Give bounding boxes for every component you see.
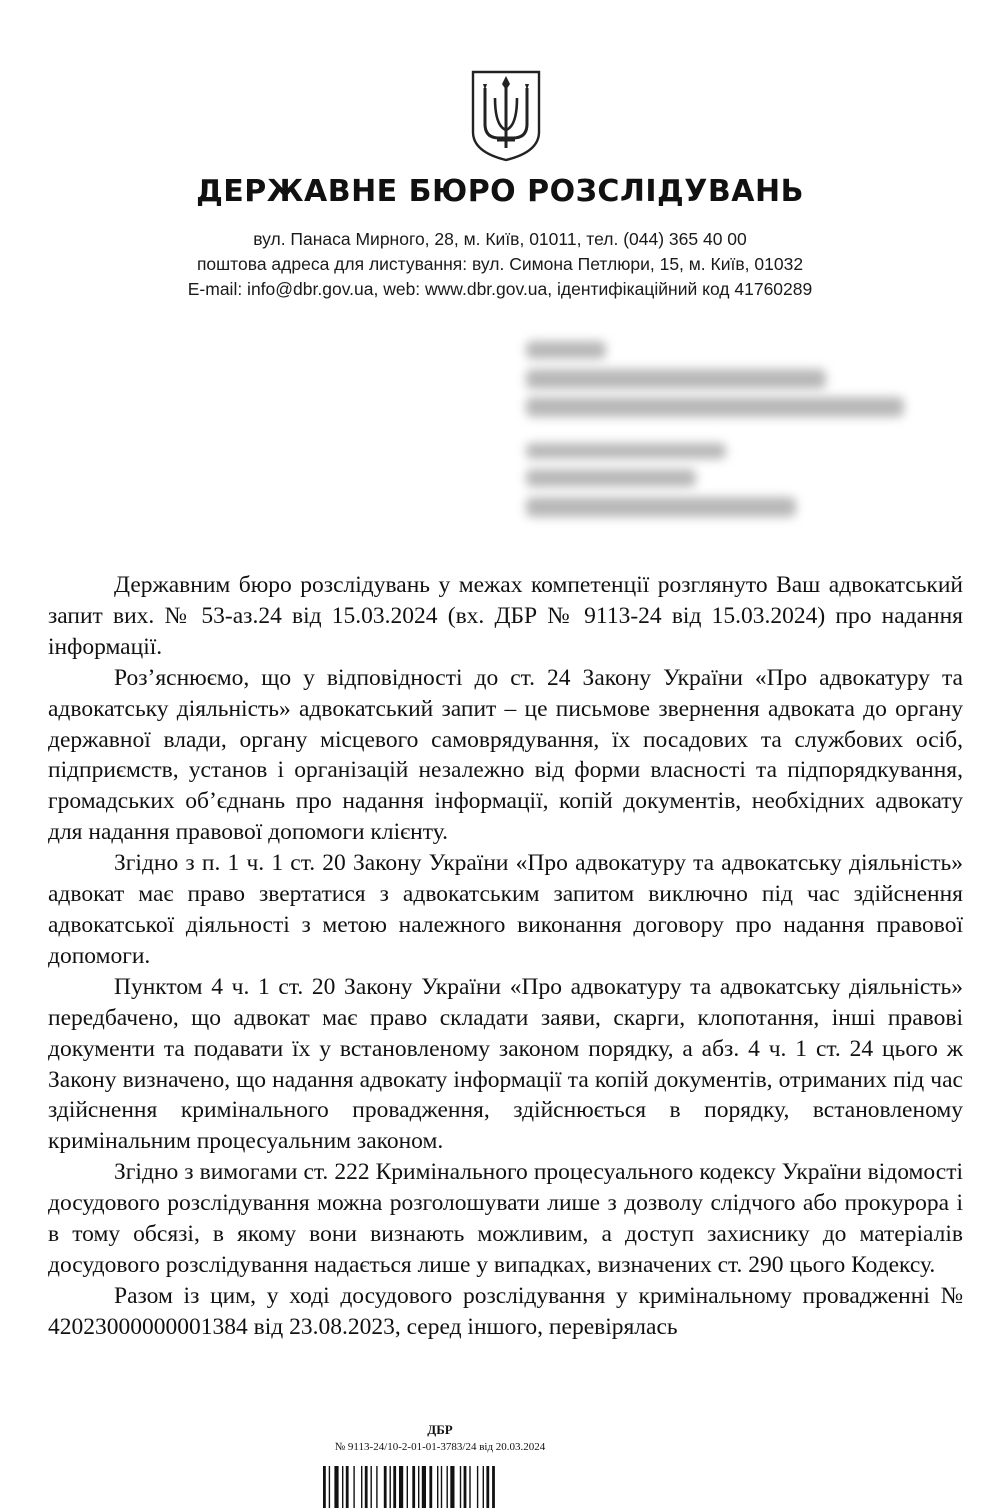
body-paragraph: Згідно з вимогами ст. 222 Кримінального процесуального кодексу України відомості досудового розслідування можна розголошувати лише з дозволу слідчого або прокурора і в тому обсязі, в якому вони визнають можливим, а доступ захиснику до матеріалів досудового розслідування надається лише у випадках, визначених ст. 290 цього Кодексу. xyxy=(48,1159,963,1278)
redacted-recipient-block xyxy=(520,335,910,535)
barcode-icon xyxy=(322,1464,558,1508)
body-paragraph: Державним бюро розслідувань у межах компетенції розглянуто Ваш адвокатський запит вих. № 53-аз.24 від 15.03.2024 (вх. ДБР № 9113-24 від 15.03.2024) про надання інформації. xyxy=(48,572,963,660)
registration-number: № 9113-24/10-2-01-01-3783/24 від 20.03.2024 xyxy=(334,1441,546,1453)
letter-body xyxy=(48,570,963,1343)
postal-address-line: поштова адреса для листування: вул. Симона Петлюри, 15, м. Київ, 01032 xyxy=(196,254,804,274)
body-paragraph: Згідно з п. 1 ч. 1 ст. 20 Закону України «Про адвокатуру та адвокатську діяльність» адвокат має право звертатися з адвокатським запитом виключно під час здійснення адвокатської діяльності з метою належного виконання договору про надання правової допомоги. xyxy=(48,850,963,969)
address-line: вул. Панаса Мирного, 28, м. Київ, 01011, тел. (044) 365 40 00 xyxy=(253,229,747,249)
body-paragraph: Роз’яснюємо, що у відповідності до ст. 24 Закону України «Про адвокатуру та адвокатську діяльність» адвокатський запит – це письмове звернення адвоката до органу державної влади, органу місцевого самоврядування, їх посадових та службових осіб, підприємств, установ і організацій незалежно від форми власності та підпорядкування, громадських об’єднань про надання інформації, копій документів, необхідних адвокату для надання правової допомоги клієнту. xyxy=(48,664,963,846)
body-paragraph: Разом із цим, у ході досудового розслідування у кримінальному провадженні № 42023000000001384 від 23.08.2023, серед іншого, перевірялась xyxy=(48,1282,963,1340)
registration-stamp-title: ДБР xyxy=(427,1422,453,1437)
body-paragraph: Пунктом 4 ч. 1 ст. 20 Закону України «Про адвокатуру та адвокатську діяльність» передбачено, що адвокат має право складати заяви, скарги, клопотання, інші правові документи та подавати їх у встановленому законом порядку, а абз. 4 ч. 1 ст. 24 цього ж Закону визначено, що надання адвокату інформації та копій документів, отриманих під час здійснення кримінального провадження, здійснюється в порядку, встановленому кримінальним процесуальним законом. xyxy=(48,973,963,1155)
contact-line: E-mail: info@dbr.gov.ua, web: www.dbr.gov.ua, ідентифікаційний код 41760289 xyxy=(187,279,813,299)
trident-emblem-icon xyxy=(469,68,543,162)
organization-name: ДЕРЖАВНЕ БЮРО РОЗСЛІДУВАНЬ xyxy=(196,174,804,209)
